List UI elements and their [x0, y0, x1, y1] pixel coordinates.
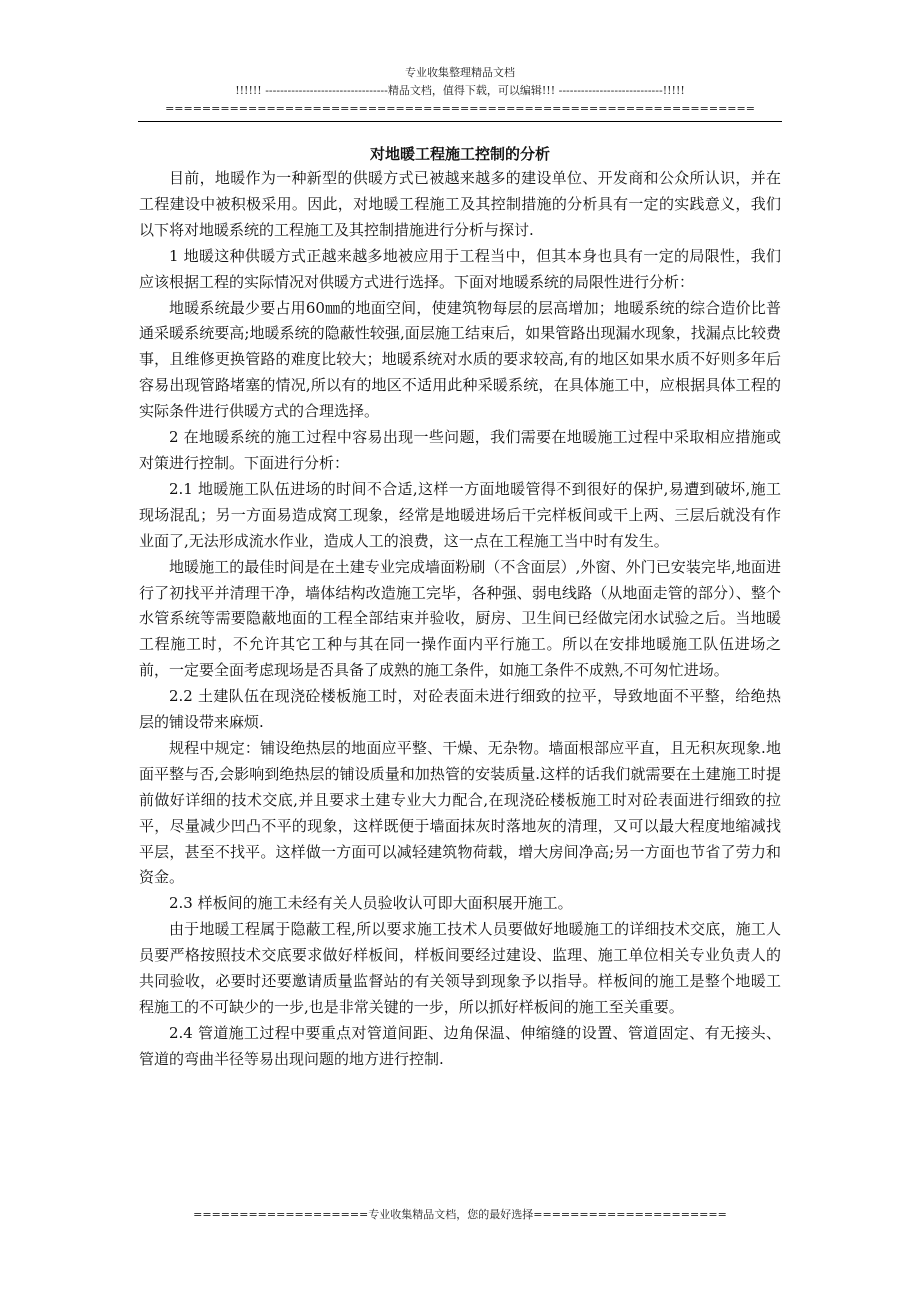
paragraph-section-2-1: 2.1 地暖施工队伍进场的时间不合适,这样一方面地暖管得不到很好的保护,易遭到破坏,施工现场混乱；另一方面易造成窝工现象，经常是地暖进场后干完样板间或干上两、三层后就没有作业面了,无法形成流水作业，造成人工的浪费，这一点在工程施工当中时有发生。: [139, 479, 781, 550]
header-divider: [138, 121, 782, 122]
header-line-3: ================================================================: [165, 102, 755, 115]
document-title: 对地暖工程施工控制的分析: [369, 145, 550, 163]
paragraph-section-2: 2 在地暖系统的施工过程中容易出现一些问题，我们需要在地暖施工过程中采取相应措施或对策进行控制。下面进行分析：: [139, 428, 781, 472]
paragraph-regulations: 规程中规定：铺设绝热层的地面应平整、干燥、无杂物。墙面根部应平直，且无积灰现象.地面平整与否,会影响到绝热层的铺设质量和加热管的安装质量.这样的话我们就需要在土建施工时提前做好详细的技术交底,并且要求土建专业大力配合,在现浇砼楼板施工时对砼表面进行细致的拉平，尽量减少凹凸不平的现象，这样既便于墙面抹灰时落地灰的清理，又可以最大程度地缩减找平层，甚至不找平。这样做一方面可以减轻建筑物荷载，增大房间净高;另一方面也节省了劳力和资金。: [139, 738, 781, 887]
paragraph-section-2-2: 2.2 土建队伍在现浇砼楼板施工时，对砼表面未进行细致的拉平，导致地面不平整，给绝热层的铺设带来麻烦.: [139, 687, 781, 732]
page-header: [138, 64, 782, 118]
paragraph-limitations: 地暖系统最少要占用60㎜的地面空间，使建筑物每层的层高增加；地暖系统的综合造价比普通采暖系统要高;地暖系统的隐蔽性较强,面层施工结束后，如果管路出现漏水现象，找漏点比较费事，且维修更换管路的难度比较大；地暖系统对水质的要求较高,有的地区如果水质不好则多年后容易出现管路堵塞的情况,所以有的地区不适用此种采暖系统，在具体施工中，应根据具体工程的实际条件进行供暖方式的合理选择。: [139, 298, 781, 421]
page-footer: ===================专业收集精品文档，您的最好选择=====================: [193, 1208, 727, 1221]
header-line-2: !!!!!! ---------------------------------精品文档，值得下载，可以编辑!!! ----------------------------!!!!!: [235, 84, 685, 97]
paragraph-best-timing: 地暖施工的最佳时间是在土建专业完成墙面粉刷（不含面层）,外窗、外门已安装完毕,地面进行了初找平并清理干净，墙体结构改造施工完毕，各种强、弱电线路（从地面走管的部分）、整个水管系统等需要隐蔽地面的工程全部结束并验收，厨房、卫生间已经做完闭水试验之后。当地暖工程施工时，不允许其它工种与其在同一操作面内平行施工。所以在安排地暖施工队伍进场之前，一定要全面考虑现场是否具备了成熟的施工条件，如施工条件不成熟,不可匆忙进场。: [139, 557, 781, 680]
paragraph-intro: 目前，地暖作为一种新型的供暖方式已被越来越多的建设单位、开发商和公众所认识，并在工程建设中被积极采用。因此，对地暖工程施工及其控制措施的分析具有一定的实践意义，我们以下将对地暖系统的工程施工及其控制措施进行分析与探讨.: [139, 169, 781, 239]
paragraph-section-1: 1 地暖这种供暖方式正越来越多地被应用于工程当中，但其本身也具有一定的局限性，我们应该根据工程的实际情况对供暖方式进行选择。下面对地暖系统的局限性进行分析：: [139, 246, 781, 291]
paragraph-section-2-3: 2.3 样板间的施工未经有关人员验收认可即大面积展开施工。: [169, 894, 573, 913]
paragraph-section-2-4: 2.4 管道施工过程中要重点对管道间距、边角保温、伸缩缝的设置、管道固定、有无接头、管道的弯曲半径等易出现问题的地方进行控制.: [139, 1023, 781, 1068]
header-line-1: 专业收集整理精品文档: [405, 66, 515, 79]
document-body: [139, 166, 781, 1073]
paragraph-sample-room: 由于地暖工程属于隐蔽工程,所以要求施工技术人员要做好地暖施工的详细技术交底，施工人员要严格按照技术交底要求做好样板间，样板间要经过建设、监理、施工单位相关专业负责人的共同验收，必要时还要邀请质量监督站的有关领导到现象予以指导。样板间的施工是整个地暖工程施工的不可缺少的一步,也是非常关键的一步，所以抓好样板间的施工至关重要。: [139, 920, 781, 1016]
